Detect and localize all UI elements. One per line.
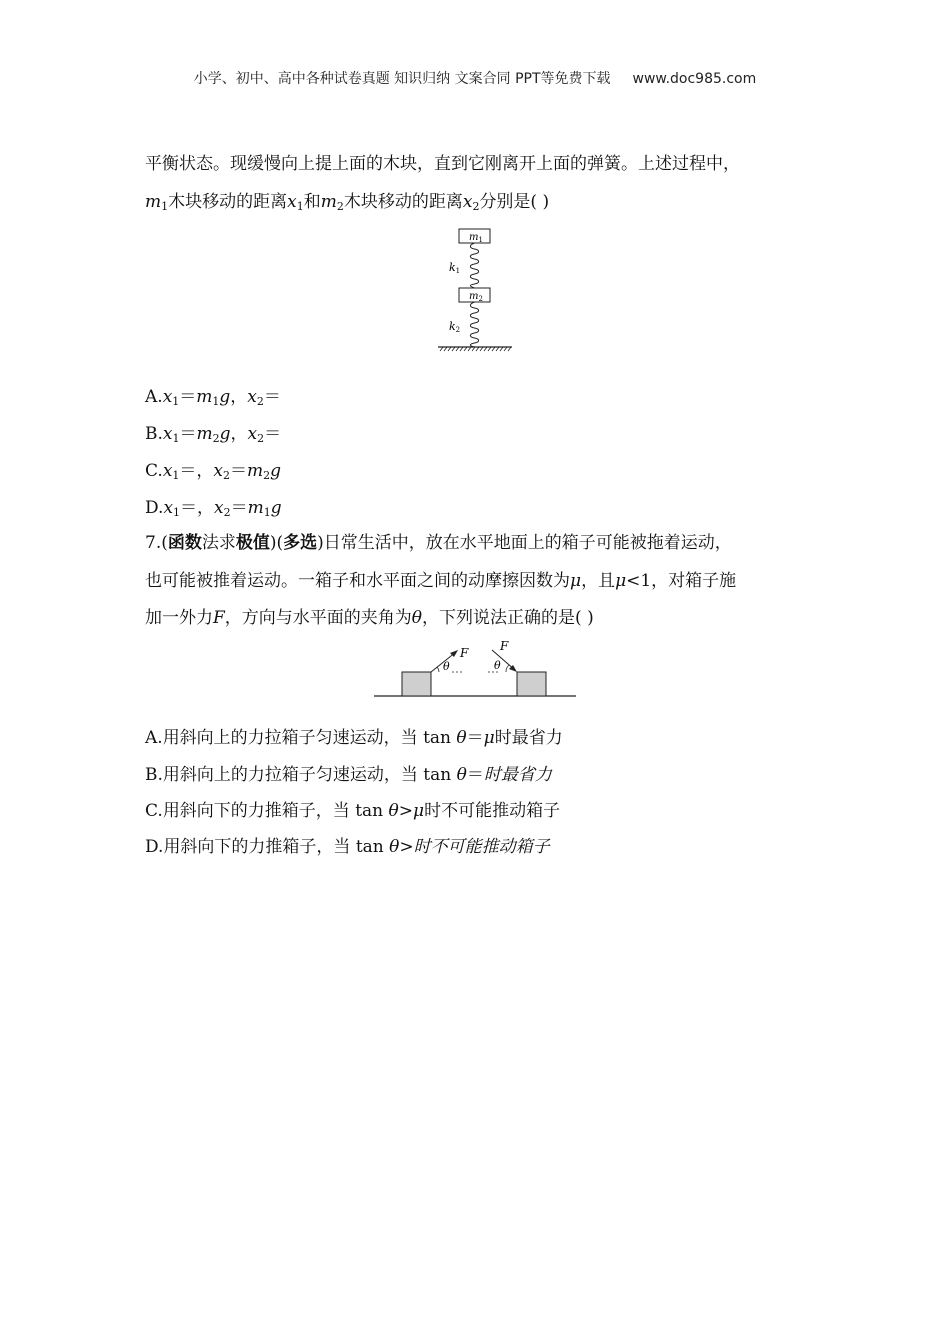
ground-hatch	[440, 347, 511, 351]
q7-option-a[interactable]: A.用斜向上的力拉箱子匀速运动，当 tan θ＝μ时最省力	[145, 728, 563, 748]
q6-option-d[interactable]: $D.x_1=$，$x_2=m_1g$	[145, 498, 282, 519]
header-url[interactable]: www.doc985.com	[632, 71, 757, 87]
label-theta-left: θ	[443, 660, 450, 673]
q7-option-c[interactable]: C.用斜向下的力推箱子，当 tan θ>μ时不可能推动箱子	[145, 801, 561, 821]
label-f-right: F	[500, 639, 509, 653]
q6-option-b[interactable]: $B.x_1=m_2g$，$x_2=$	[145, 424, 282, 445]
q7-line-2: 也可能被推着运动。一箱子和水平面之间的动摩擦因数为μ，且μ<1，对箱子施	[145, 571, 737, 591]
box-left	[402, 672, 431, 696]
q7-line-3: 加一外力F，方向与水平面的夹角为θ，下列说法正确的是( )	[145, 608, 594, 628]
q7-line-1: 7.(函数法求极值)(多选)日常生活中，放在水平地面上的箱子可能被拖着运动，	[145, 533, 732, 553]
force-diagram	[370, 638, 580, 700]
q6-option-a[interactable]: $A.x_1=m_1g$，$x_2=$	[145, 387, 281, 408]
header-text: 小学、初中、高中各种试卷真题 知识归纳 文案合同 PPT等免费下载	[193, 71, 611, 87]
label-m2: $m_2$	[469, 291, 483, 303]
label-k1: k1	[449, 261, 461, 275]
spring-k2	[470, 302, 478, 347]
label-m1: $m_1$	[469, 232, 483, 244]
q7-option-d[interactable]: D.用斜向下的力推箱子，当 tan θ>时不可能推动箱子	[145, 837, 550, 857]
box-right	[517, 672, 546, 696]
angle-arc-left	[437, 667, 439, 672]
spring-k1	[470, 243, 478, 288]
angle-arc-right	[506, 665, 509, 672]
q7-option-b[interactable]: B.用斜向上的力拉箱子匀速运动，当 tan θ＝时最省力	[145, 765, 552, 785]
label-k2: k2	[449, 320, 461, 334]
spring-diagram	[430, 222, 525, 356]
label-f-left: F	[460, 646, 469, 660]
page-header	[0, 68, 950, 88]
label-theta-right: θ	[494, 659, 501, 672]
q6-line-1: 平衡状态。现缓慢向上提上面的木块，直到它刚离开上面的弹簧。上述过程中，	[145, 154, 740, 174]
q6-line-2: $m_1$木块移动的距离$x_1$和$m_2$木块移动的距离$x_2$分别是( )	[145, 192, 550, 213]
q6-option-c[interactable]: $C.x_1=$，$x_2=m_2g$	[145, 461, 282, 482]
